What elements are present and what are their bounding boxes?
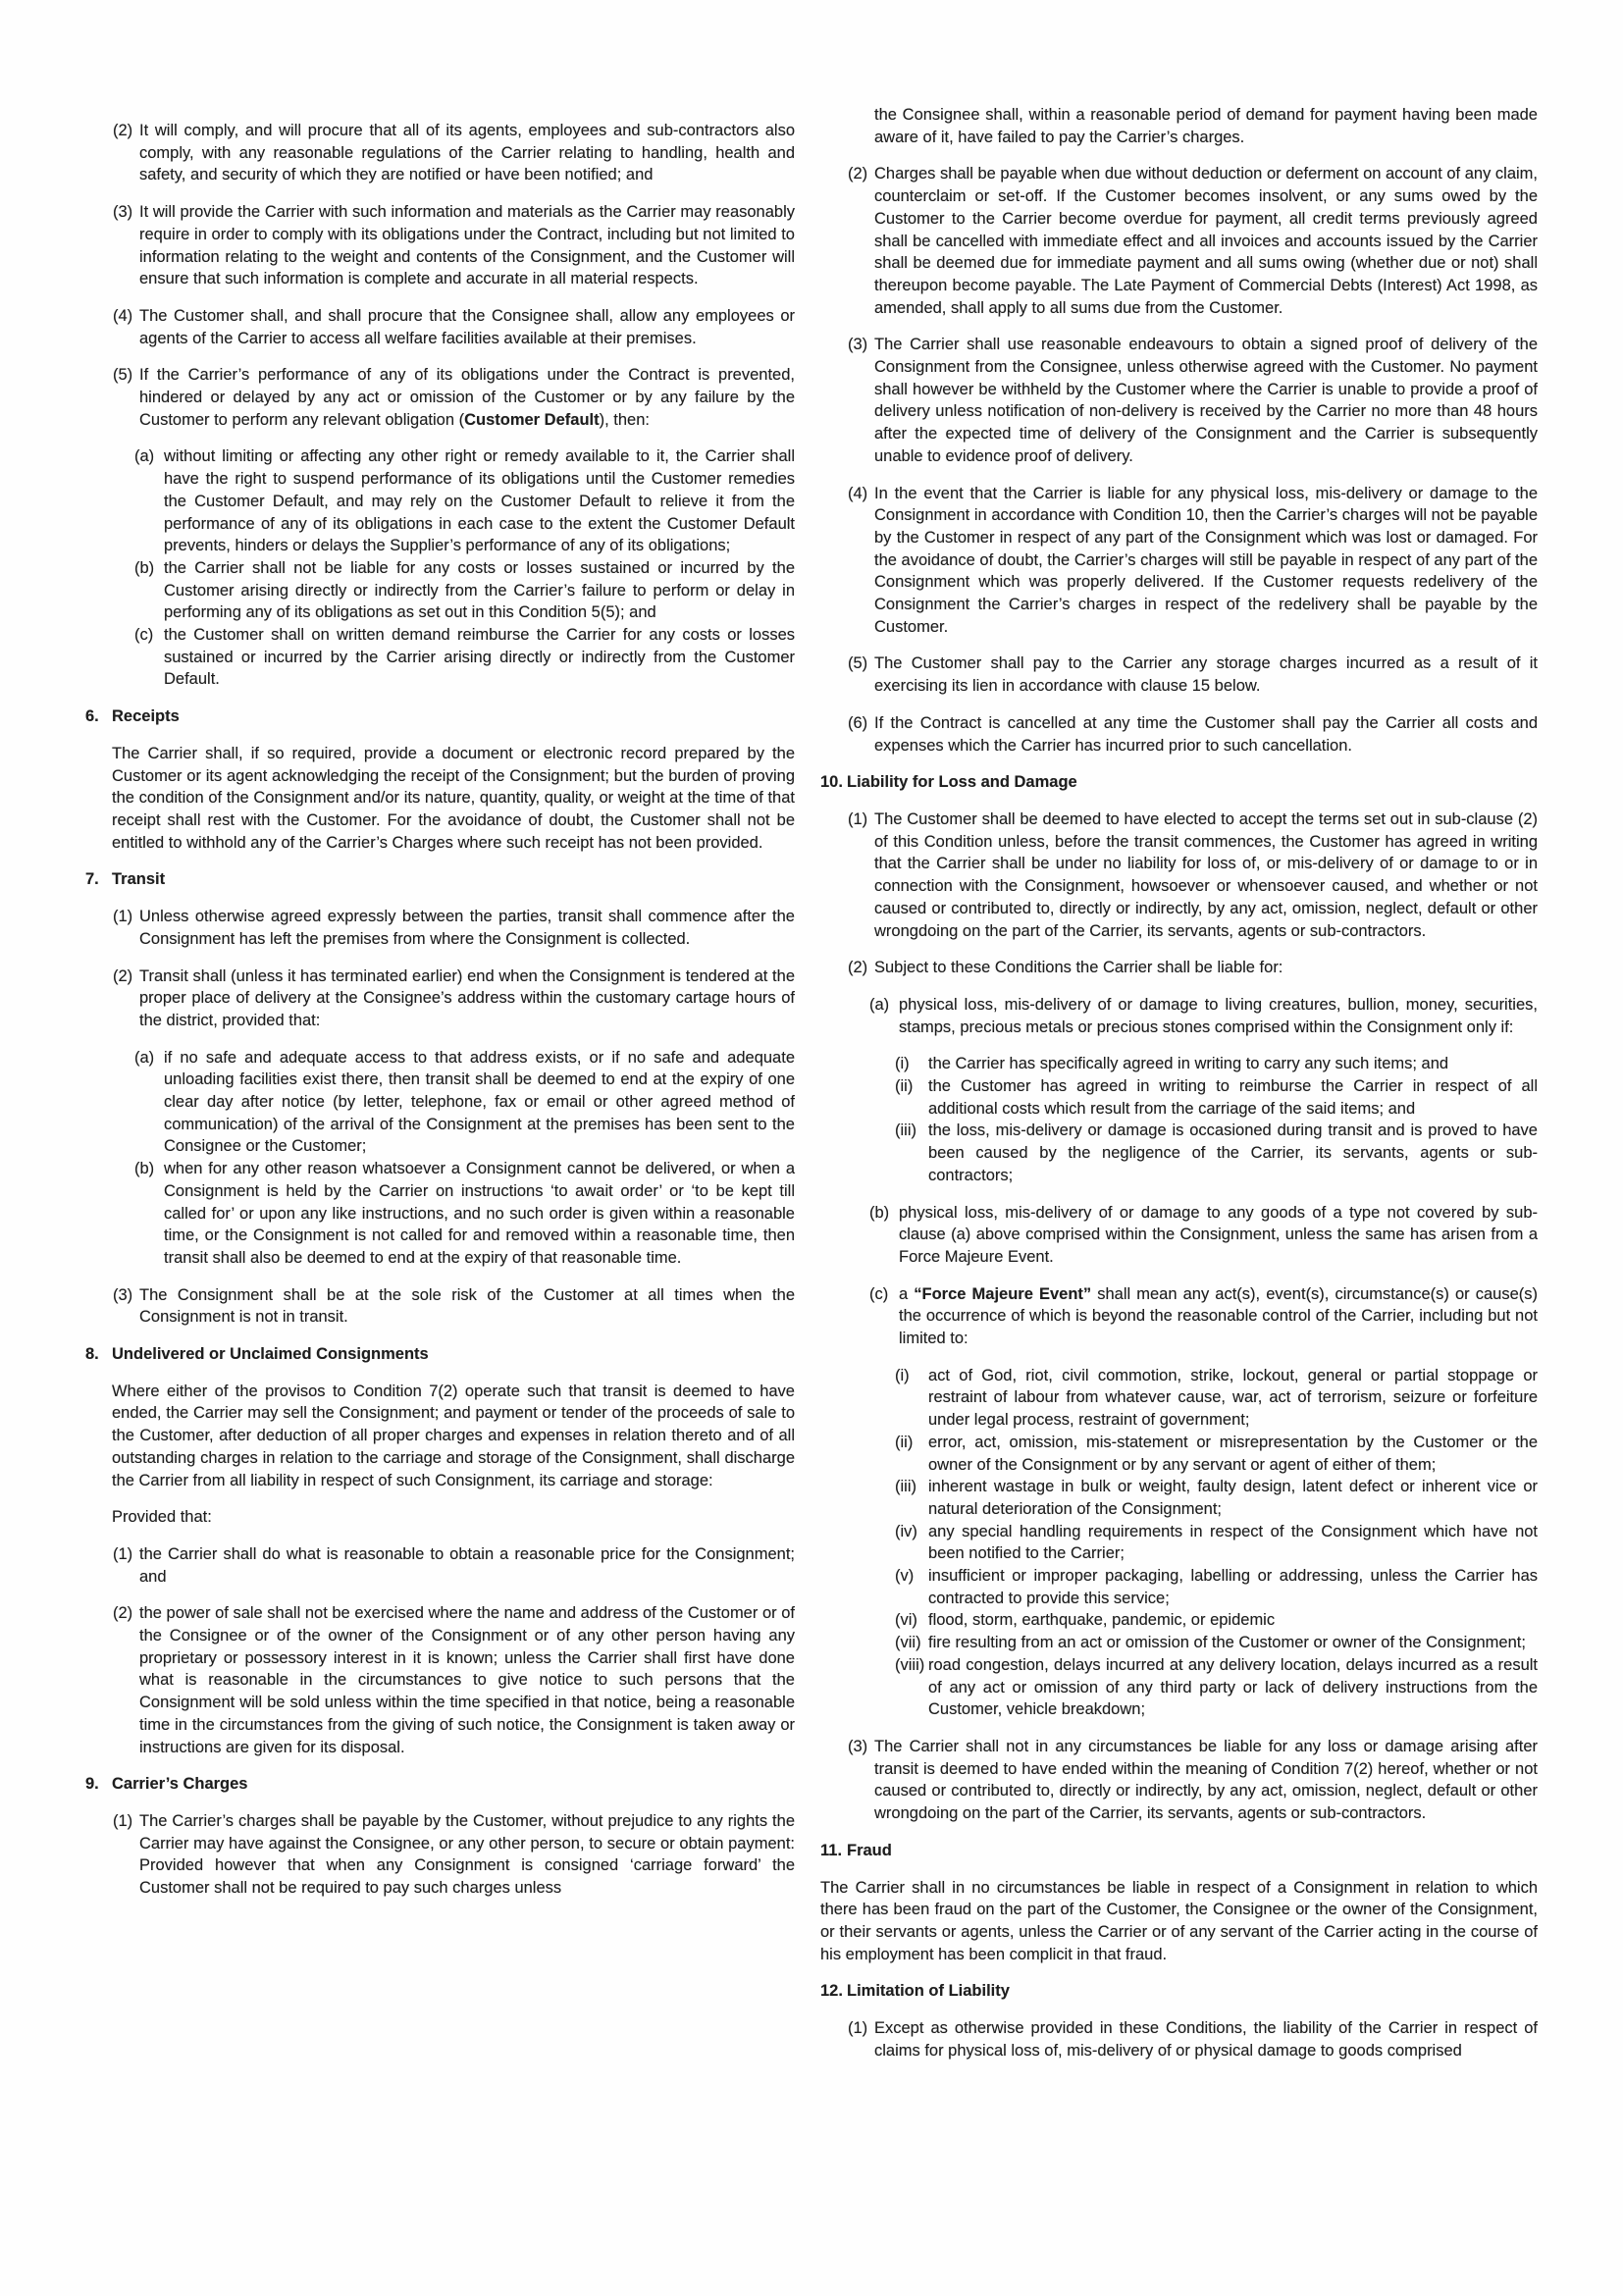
clause-a (85, 1047, 795, 1159)
clause-marker: (vi) (895, 1611, 917, 1630)
section-heading-8 (85, 1343, 795, 1366)
clause-1 (820, 2017, 1538, 2061)
section-title: Receipts (112, 707, 180, 726)
clause-marker: (1) (848, 2019, 868, 2038)
text-segment: a (899, 1284, 915, 1303)
clause-1 (820, 809, 1538, 942)
clause-2 (820, 163, 1538, 319)
clause-3 (820, 334, 1538, 467)
clause-3 (85, 201, 795, 290)
clause-2 (85, 1602, 795, 1758)
clause-ii (820, 1075, 1538, 1120)
clause-2 (85, 120, 795, 186)
clause-marker: (2) (113, 1604, 133, 1623)
section-title: Carrier’s Charges (112, 1775, 248, 1794)
clause-marker: (4) (113, 306, 133, 325)
paragraph (820, 1877, 1538, 1966)
clause-marker: (3) (113, 203, 133, 222)
section-number: 9. (85, 1775, 99, 1794)
clause-text: It will comply, and will procure that all of its agents, employees and sub-contractors also comply, with any reasonable regulations of the Carrier relating to handling, health and safety, and security of which they are notified or have been notified; and (139, 122, 795, 184)
clause-v (820, 1565, 1538, 1609)
clause-marker: (1) (113, 1544, 133, 1563)
section-title: Undelivered or Unclaimed Consignments (112, 1345, 429, 1364)
section-number: 6. (85, 707, 99, 726)
clause-6 (820, 712, 1538, 757)
paragraph (820, 104, 1538, 148)
clause-4 (85, 305, 795, 349)
clause-marker: (vii) (895, 1634, 921, 1652)
clause-marker: (ii) (895, 1433, 914, 1451)
text-segment: ), then: (599, 410, 650, 429)
clause-text: error, act, omission, mis-statement or misrepresentation by the Customer or the owner of the Consignment or by any servant or agent of either of them; (928, 1433, 1538, 1474)
clause-text: insufficient or improper packaging, labelling or addressing, unless the Carrier has contracted to provide this service; (928, 1567, 1538, 1607)
right-column (820, 104, 1538, 2296)
clause-marker: (b) (134, 558, 155, 577)
clause-marker: (2) (848, 959, 868, 977)
clause-marker: (2) (113, 966, 133, 985)
clause-marker: (6) (848, 713, 868, 732)
clause-marker: (i) (895, 1055, 910, 1073)
clause-marker: (a) (869, 995, 890, 1014)
clause-marker: (viii) (895, 1655, 925, 1674)
clause-marker: (3) (848, 1738, 868, 1755)
clause-text: The Carrier shall use reasonable endeavours to obtain a signed proof of delivery of the Consignment from the Consignee, unless otherwise agreed with the Customer. No payment shall however be withheld by the Customer where the Carrier is unable to provide a proof of delivery unless notification of non-delivery is received by the Carrier no more than 48 hours after the expected time of delivery of the Consignment and the Carrier is subsequently unable to evidence proof of delivery. (874, 336, 1538, 465)
clause-marker: (4) (848, 484, 868, 502)
clause-3 (820, 1736, 1538, 1825)
paragraph (85, 743, 795, 855)
clause-c (85, 624, 795, 691)
clause-3 (85, 1284, 795, 1329)
clause-text: The Customer shall pay to the Carrier any storage charges incurred as a result of it exercising its lien in accordance with clause 15 below. (874, 654, 1538, 696)
clause-text: The Carrier shall not in any circumstances be liable for any loss or damage arising after transit is deemed to have ended within the meaning of Condition 7(2) hereof, whether or not caused or contributed to, directly or indirectly, by any act, omission, neglect, default or other wrongdoing on the part of the Carrier, its servants, agents or sub-contractors. (874, 1738, 1538, 1823)
clause-marker: (iii) (895, 1478, 916, 1496)
clause-marker: (a) (134, 1048, 155, 1067)
clause-iv (820, 1521, 1538, 1565)
clause-text: If the Contract is cancelled at any time the Customer shall pay the Carrier all costs and expenses which the Carrier has incurred prior to such cancellation. (874, 713, 1538, 755)
clause-text: flood, storm, earthquake, pandemic, or epidemic (928, 1611, 1276, 1630)
clause-text: The Carrier’s charges shall be payable by the Customer, without prejudice to any rights the Carrier may have against the Consignee, or any other person, to secure or obtain payment: Provided however that when any Consignment is consigned ‘carriage forward’ the Customer shall not be required to pay such charges unless (139, 1812, 795, 1898)
defined-term: Customer Default (464, 410, 600, 429)
clause-text: physical loss, mis-delivery of or damage to any goods of a type not covered by sub-clause (a) above comprised within the Consignment, unless the same has arisen from a Force Majeure Event. (899, 1203, 1538, 1266)
clause-marker: (ii) (895, 1077, 914, 1096)
clause-5 (820, 652, 1538, 697)
clause-vi (820, 1609, 1538, 1632)
section-number: 8. (85, 1345, 99, 1364)
section-heading-6 (85, 705, 795, 728)
clause-text: the Consignee shall, within a reasonable period of demand for payment having been made aware of it, have failed to pay the Carrier’s charges. (874, 106, 1538, 146)
clause-viii (820, 1654, 1538, 1721)
clause-text: the Carrier shall not be liable for any costs or losses sustained or incurred by the Customer arising directly or indirectly from the Carrier’s failure to perform or delay in performing any of its obligations as set out in this Condition 5(5); and (164, 558, 795, 622)
section-heading-9 (85, 1773, 795, 1796)
clause-i (820, 1365, 1538, 1432)
clause-marker: (c) (134, 626, 154, 645)
clause-1 (85, 1810, 795, 1900)
section-heading-7 (85, 868, 795, 891)
clause-text: when for any other reason whatsoever a Consignment cannot be delivered, or when a Consignment is held by the Carrier on instructions ‘to await order’ or ‘to be kept till called for’ or upon any like instructions, and no such order is given within a reasonable time, or the Consignment is not called for and removed within a reasonable time, then transit shall also be deemed to end at the expiry of that reasonable time. (164, 1160, 795, 1267)
clause-b (820, 1202, 1538, 1269)
section-heading-10 (820, 771, 1538, 794)
clause-a (85, 445, 795, 557)
section-title: Fraud (847, 1841, 892, 1859)
clause-marker: (1) (113, 908, 133, 926)
section-number: 12. (820, 1982, 843, 2001)
clause-text: physical loss, mis-delivery of or damage to living creatures, bullion, money, securities, stamps, precious metals or precious stones comprised within the Consignment only if: (899, 995, 1538, 1036)
clause-marker: (2) (113, 122, 133, 139)
clause-text: The Customer shall be deemed to have elected to accept the terms set out in sub-clause (2) of this Condition unless, before the transit commences, the Customer has agreed in writing that the Carrier shall be under no liability for loss of, or mis-delivery of or damage to or in connection with the Consignment, howsoever or whensoever caused, and whether or not caused or contributed to, directly or indirectly, by any act, omission, neglect, default or other wrongdoing on the part of the Carrier, its servants, agents or sub-contractors. (874, 809, 1538, 940)
clause-text: inherent wastage in bulk or weight, faulty design, latent defect or inherent vice or natural deterioration of the Consignment; (928, 1478, 1538, 1518)
section-number: 10. (820, 773, 843, 792)
clause-marker: (5) (113, 366, 133, 385)
clause-marker: (2) (848, 165, 868, 183)
clause-text: Except as otherwise provided in these Conditions, the liability of the Carrier in respect of claims for physical loss of, mis-delivery of or physical damage to goods comprised (874, 2019, 1538, 2060)
paragraph (85, 1506, 795, 1529)
clause-text (139, 366, 795, 428)
clause-text: The Carrier shall in no circumstances be liable in respect of a Consignment in relation to which there has been fraud on the part of the Customer, the Consignee or the owner of the Consignment, or their servants or agents, unless the Carrier or of any servant of the Carrier acting in the course of his employment has been complicit in that fraud. (820, 1878, 1538, 1963)
defined-term: “Force Majeure Event” (914, 1284, 1092, 1303)
paragraph (85, 1381, 795, 1492)
clause-text: the Carrier has specifically agreed in writing to carry any such items; and (928, 1055, 1449, 1073)
clause-text: It will provide the Carrier with such information and materials as the Carrier may reasonably require in order to comply with its obligations under the Contract, including but not limited to information relating to the weight and contents of the Consignment, and the Customer will ensure that such information is complete and accurate in all material respects. (139, 203, 795, 288)
clause-marker: (3) (848, 336, 868, 354)
clause-marker: (iv) (895, 1522, 917, 1540)
section-number: 11. (820, 1841, 843, 1859)
clause-text: act of God, riot, civil commotion, strike, lockout, general or partial stoppage or restraint of labour from whatever cause, war, act of terrorism, seizure or forfeiture under legal process, restraint of government; (928, 1366, 1538, 1430)
clause-marker: (i) (895, 1366, 910, 1384)
clause-text: The Carrier shall, if so required, provide a document or electronic record prepared by the Customer or its agent acknowledging the receipt of the Consignment; but the burden of proving the condition of the Consignment and/or its nature, quantity, quality, or weight at the time of that receipt shall rest with the Customer. For the avoidance of doubt, the Customer shall not be entitled to withhold any of the Carrier’s Charges where such receipt has not been provided. (112, 744, 795, 852)
clause-marker: (b) (134, 1160, 155, 1178)
clause-1 (85, 1543, 795, 1588)
clause-text: road congestion, delays incurred at any delivery location, delays incurred as a result of any act or omission of any third party or lack of delivery instructions from the Customer, vehicle breakdown; (928, 1655, 1538, 1719)
section-heading-11 (820, 1840, 1538, 1862)
clause-iii (820, 1120, 1538, 1186)
clause-text: Transit shall (unless it has terminated earlier) end when the Consignment is tendered at the proper place of delivery at the Consignee’s address within the customary cartage hours of the district, provided that: (139, 966, 795, 1029)
clause-5 (85, 364, 795, 431)
section-title: Liability for Loss and Damage (847, 773, 1077, 792)
section-title: Transit (112, 870, 166, 889)
clause-text: the Customer has agreed in writing to reimburse the Carrier in respect of all additional costs which result from the carriage of the said items; and (928, 1077, 1538, 1118)
clause-text: The Consignment shall be at the sole risk of the Customer at all times when the Consignment is not in transit. (139, 1285, 795, 1327)
clause-text: fire resulting from an act or omission of the Customer or owner of the Consignment; (928, 1634, 1526, 1652)
clause-marker: (v) (895, 1567, 915, 1586)
clause-text (899, 1285, 1538, 1347)
clause-2 (85, 965, 795, 1032)
clause-marker: (1) (848, 809, 868, 828)
clause-marker: (iii) (895, 1122, 916, 1140)
clause-marker: (b) (869, 1203, 890, 1222)
clause-c (820, 1283, 1538, 1350)
clause-marker: (3) (113, 1285, 133, 1304)
section-number: 7. (85, 870, 99, 889)
clause-4 (820, 483, 1538, 639)
clause-vii (820, 1632, 1538, 1654)
clause-text: the Customer shall on written demand reimburse the Carrier for any costs or losses sustained or incurred by the Carrier arising directly or indirectly from the Customer Default. (164, 626, 795, 689)
clause-text: the loss, mis-delivery or damage is occasioned during transit and is proved to have been caused by the negligence of the Carrier, its servants, agents or sub-contractors; (928, 1122, 1538, 1184)
section-heading-12 (820, 1980, 1538, 2003)
clause-a (820, 994, 1538, 1038)
clause-text: Subject to these Conditions the Carrier shall be liable for: (874, 959, 1283, 977)
clause-marker: (c) (869, 1284, 889, 1303)
clause-text: the power of sale shall not be exercised where the name and address of the Customer or of the Consignee or of the owner of the Consignment or of any other person having any proprietary or possessory interest in it is known; unless the Carrier shall first have done what is reasonable in the circumstances to give notice to such persons that the Consignment will be sold unless within the time specified in that notice, being a reasonable time in the circumstances from the giving of such notice, the Consignment is taken away or instructions are given for its disposal. (139, 1604, 795, 1756)
clause-iii (820, 1476, 1538, 1520)
clause-text: any special handling requirements in respect of the Consignment which have not been notified to the Carrier; (928, 1522, 1538, 1563)
clause-text: without limiting or affecting any other right or remedy available to it, the Carrier shall have the right to suspend performance of its obligations until the Customer remedies the Customer Default, and may rely on the Customer Default to relieve it from the performance of any of its obligations in each case to the extent the Customer Default prevents, hinders or delays the Supplier’s performance of any of its obligations; (164, 447, 795, 555)
clause-text: the Carrier shall do what is reasonable to obtain a reasonable price for the Consignment; and (139, 1544, 795, 1586)
clause-text: In the event that the Carrier is liable for any physical loss, mis-delivery or damage to the Consignment in accordance with Condition 10, then the Carrier’s charges will not be payable by the Customer in respect of any part of the Consignment which was lost or damaged. For the avoidance of doubt, the Carrier’s charges will still be payable in respect of any part of the Consignment which was properly delivered. If the Customer requests redelivery of the Consignment the Carrier’s charges in respect of the redelivery shall be payable by the Customer. (874, 484, 1538, 636)
clause-marker: (5) (848, 654, 868, 673)
clause-text: Unless otherwise agreed expressly between the parties, transit shall commence after the Consignment has left the premises from where the Consignment is collected. (139, 908, 795, 948)
text-segment: shall mean any act(s), event(s), circumstance(s) or cause(s) the occurrence of which is beyond the reasonable control of the Carrier, including but not limited to: (899, 1284, 1539, 1348)
clause-text: The Customer shall, and shall procure that the Consignee shall, allow any employees or agents of the Carrier to access all welfare facilities available at their premises. (139, 306, 795, 347)
clause-1 (85, 906, 795, 950)
clause-marker: (1) (113, 1812, 133, 1830)
clause-text: if no safe and adequate access to that address exists, or if no safe and adequate unloading facilities exist there, then transit shall be deemed to end at the expiry of one clear day after notice (by letter, telephone, fax or email or other agreed method of communication) of the arrival of the Consignment at the premises has been sent to the Consignee or the Customer; (164, 1048, 795, 1156)
text-segment: If the Carrier’s performance of any of its obligations under the Contract is prevented, hindered or delayed by any act or omission of the Customer or by any failure by the Customer to perform any relevant obligation ( (139, 366, 795, 429)
clause-marker: (a) (134, 447, 155, 466)
section-title: Limitation of Liability (847, 1982, 1010, 2001)
clause-ii (820, 1432, 1538, 1476)
clause-2 (820, 957, 1538, 979)
clause-text: Provided that: (112, 1508, 212, 1527)
clause-text: Where either of the provisos to Condition 7(2) operate such that transit is deemed to have ended, the Carrier may sell the Consignment; and payment or tender of the proceeds of sale to the Customer, after deduction of all proper charges and expenses in relation thereto and of all outstanding charges in relation to the carriage and storage of the Consignment, shall discharge the Carrier from all liability in respect of such Consignment, its carriage and storage: (112, 1382, 795, 1489)
clause-i (820, 1053, 1538, 1075)
clause-b (85, 1158, 795, 1270)
clause-b (85, 557, 795, 624)
clause-text: Charges shall be payable when due without deduction or deferment on account of any claim, counterclaim or set-off. If the Customer becomes insolvent, or any sums owed by the Customer to the Carrier become overdue for payment, all credit terms previously agreed shall be cancelled with immediate effect and all invoices and accounts issued by the Carrier shall be deemed due for immediate payment and all sums owing (whether due or not) shall thereupon become payable. The Late Payment of Commercial Debts (Interest) Act 1998, as amended, shall apply to all sums due from the Customer. (874, 165, 1539, 317)
left-column (85, 104, 795, 2296)
